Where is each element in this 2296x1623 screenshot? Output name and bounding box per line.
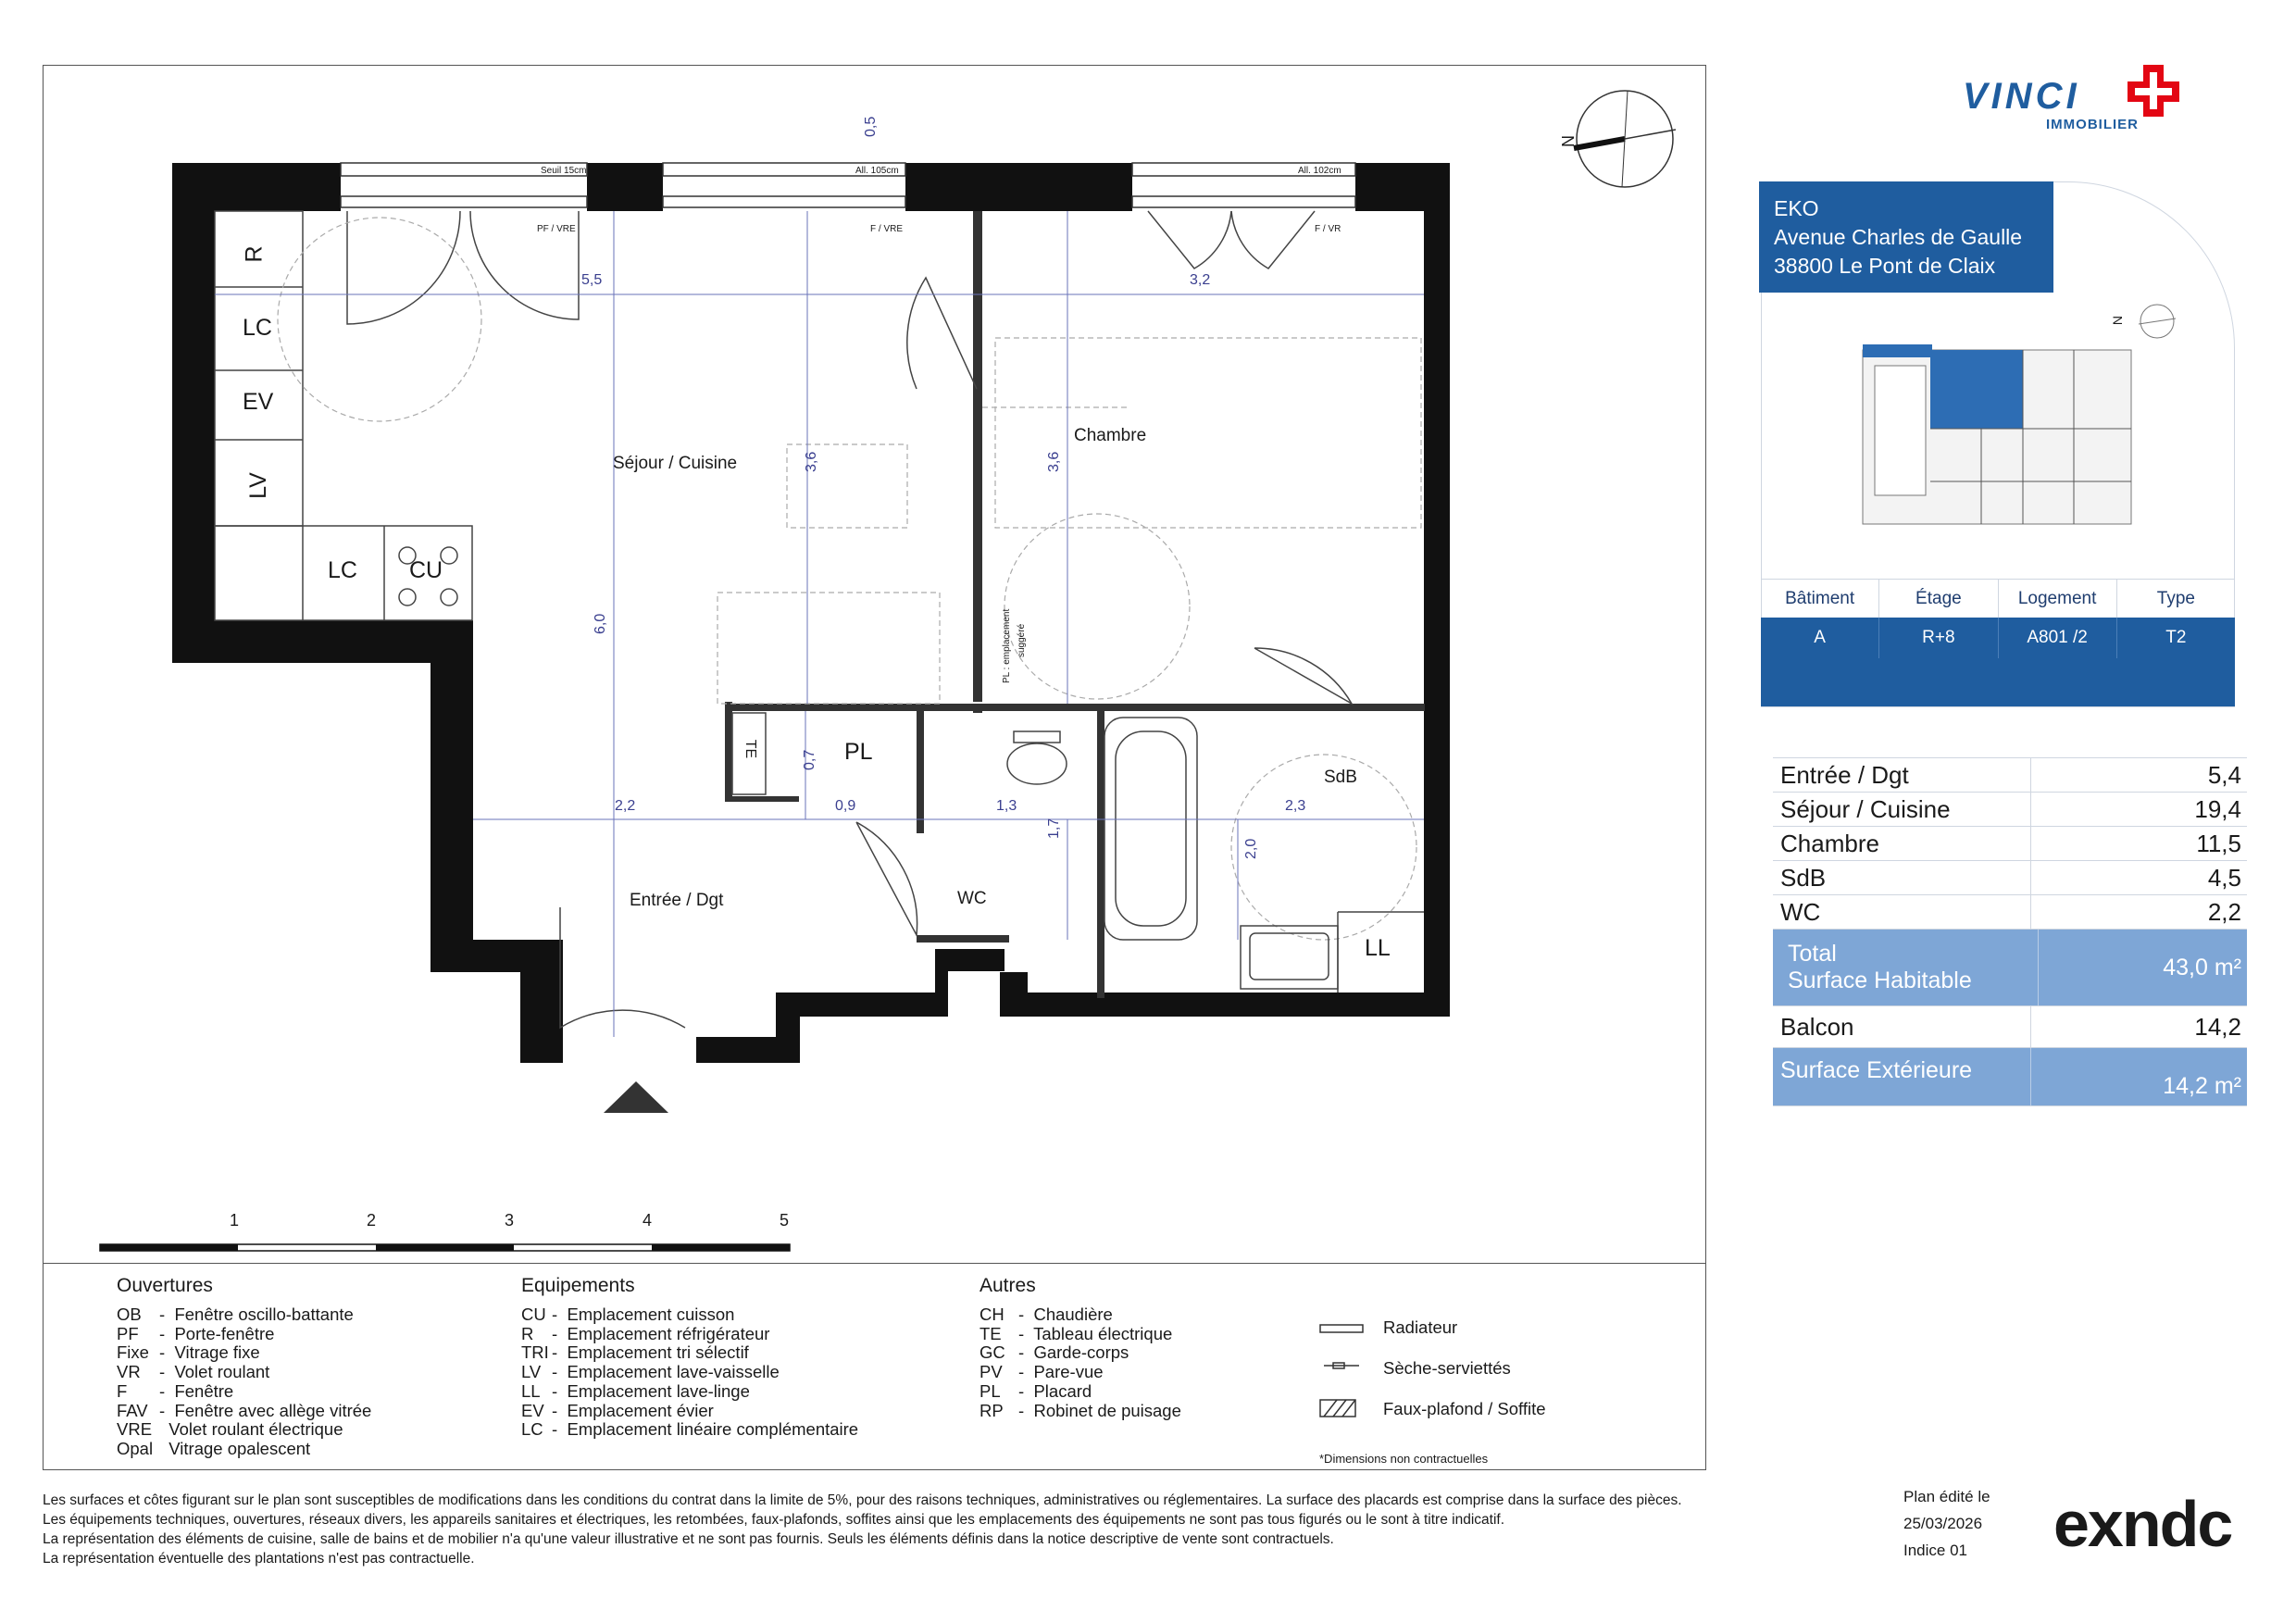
brand-logo: VINCI [1963,76,2080,117]
dim-6-0: 6,0 [593,613,608,634]
scale-4: 4 [643,1211,653,1230]
surface-row [1773,757,2247,793]
surface-name: Séjour / Cuisine [1773,793,2031,826]
north-label: N [1559,135,1578,147]
walls [172,163,1450,1063]
edition-indice: Indice 01 [1903,1542,1967,1559]
edition-label: Plan édité le [1903,1488,1990,1505]
fixture-lc-2: LC [328,557,357,583]
note-all-105: All. 105cm [855,166,899,176]
fixture-r: R [241,245,268,263]
legend-faux-plafond: Faux-plafond / Soffite [1383,1399,1546,1418]
total-label-1: Total [1788,941,1837,967]
dim-5-5: 5,5 [581,272,603,288]
surface-value: 11,5 [2196,829,2241,857]
legend-ouvertures-title: Ouvertures [117,1275,213,1296]
dim-2-0: 2,0 [1243,838,1259,859]
lot-info-values [1761,618,2235,658]
north-label-mini: N [2110,315,2126,326]
header-logement: Logement [1999,580,2117,618]
header-type: Type [2156,589,2195,608]
balcon-row [1773,1006,2247,1048]
architect-logo: exndc [2053,1488,2232,1560]
room-chambre: Chambre [1074,426,1147,445]
legend-seche-serviettes: Sèche-serviettés [1383,1358,1511,1378]
note-f-vr: F / VR [1315,224,1341,234]
dim-3-6-a: 3,6 [804,451,819,472]
fixture-pl: PL [844,739,873,765]
dim-3-6-b: 3,6 [1046,451,1062,472]
lot-info-blank [1761,658,2235,706]
brand-sub: IMMOBILIER [2046,117,2139,132]
value-type: T2 [2165,628,2187,647]
ext-value: 14,2 m² [2163,1073,2241,1099]
edition-block [1903,1483,1990,1564]
note-all-102: All. 102cm [1298,166,1341,176]
surface-name: SdB [1773,861,2031,894]
dim-1-7: 1,7 [1046,818,1062,839]
dim-2-3: 2,3 [1285,798,1306,814]
room-wc: WC [957,889,987,908]
room-sejour: Séjour / Cuisine [613,454,738,473]
address-line-2: Avenue Charles de Gaulle [1774,225,2023,249]
note-pl-2: suggéré [1017,623,1027,657]
dim-2-2: 2,2 [615,798,636,814]
scale-1: 1 [230,1211,240,1230]
surface-value: 4,5 [2207,863,2241,892]
scale-5: 5 [780,1211,790,1230]
surface-row [1773,895,2247,930]
surface-name: Entrée / Dgt [1773,758,2031,792]
surfaces-table [1773,757,2247,1106]
ext-row [1773,1048,2247,1106]
surface-row [1773,827,2247,861]
room-entree: Entrée / Dgt [630,891,724,910]
room-sdb: SdB [1324,768,1357,787]
dim-0-7: 0,7 [802,749,817,770]
header-batiment: Bâtiment [1761,580,1879,618]
address-line-3: 38800 Le Pont de Claix [1774,254,1996,278]
legend-autres-codes: CH TE GC PV PL RP [980,1305,1005,1420]
address-line-1: EKO [1774,196,1819,220]
note-f-vre: F / VRE [870,224,904,234]
header-etage: Étage [1879,580,1998,618]
legend-autres-title: Autres [980,1275,1036,1296]
fixture-te: TE [742,739,759,759]
note-seuil: Seuil 15cm [541,166,587,176]
note-pl-1: PL : emplacement [1002,608,1012,683]
dim-0-9: 0,9 [835,798,856,814]
dim-3-2: 3,2 [1190,272,1211,288]
legend-equipements-labels: - Emplacement cuisson - Emplacement réfrigérateur - Emplacement tri sélectif - Emplacement lave-vaisselle - Emplacement lave-linge - Emplacement évier - Emplacement linéaire complémentaire [552,1305,859,1440]
address-box [1759,181,2053,293]
surface-value: 5,4 [2207,760,2241,789]
scale-2: 2 [367,1211,377,1230]
ext-label: Surface Extérieure [1773,1048,2031,1105]
fixture-cu: CU [409,557,443,583]
dimension-note: *Dimensions non contractuelles [1319,1452,1489,1466]
surface-total-row [1773,930,2247,1006]
surface-name: WC [1773,895,2031,929]
disclaimer: Les surfaces et côtes figurant sur le plan sont susceptibles de modifications dans les conditions du contrat dans la limite de 5%, pour des raisons techniques, administratives ou réglementaires. La surface des placards est comprise dans la surface des pièces. Les équipements techniques, ouvertures, réseaux divers, les appareils sanitaires et électriques, les retombées, faux-plafonds, soffites ainsi que les emplacements des équipements ne sont pas tous figurés ou le sont à titre indicatif. La représentation des éléments de cuisine, salle de bains et de mobilier n'a qu'une valeur illustrative et ne sont pas fournis. Seuls les éléments définis dans la notice descriptive de vente sont contractuels. La représentation éventuelle des plantations n'est pas contractuelle. [43,1492,1682,1567]
fixture-ll: LL [1365,935,1391,961]
surface-row [1773,793,2247,827]
legend-autres-labels: - Chaudière - Tableau électrique - Garde-corps - Pare-vue - Placard - Robinet de puisage [1018,1305,1181,1420]
legend-ouvertures-labels: - Fenêtre oscillo-battante - Porte-fenêtre - Vitrage fixe - Volet roulant - Fenêtre - Fenêtre avec allège vitrée Volet roulant électrique Vitrage opalescent [159,1305,372,1458]
dim-0-5: 0,5 [863,116,879,137]
lot-info-headers [1761,579,2235,618]
surface-value: 19,4 [2194,794,2241,823]
note-pf-vre: PF / VRE [537,224,576,234]
legend-ouvertures-codes: OB PF Fixe VR F FAV VRE Opal [117,1305,154,1458]
legend-equipements-codes: CU R TRI LV LL EV LC [521,1305,549,1440]
fixture-lv: LV [244,472,271,499]
balcon-label: Balcon [1773,1006,2031,1047]
fixture-lc: LC [243,315,272,341]
value-etage: R+8 [1879,618,1998,658]
legend-radiateur: Radiateur [1383,1317,1458,1337]
dim-1-3: 1,3 [996,798,1017,814]
scale-3: 3 [505,1211,515,1230]
edition-date: 25/03/2026 [1903,1515,1983,1532]
value-logement: A801 /2 [1999,618,2117,658]
balcon-value: 14,2 [2194,1012,2241,1041]
total-label-2: Surface Habitable [1788,968,1972,993]
surface-name: Chambre [1773,827,2031,860]
legend-equipements-title: Equipements [521,1275,635,1296]
surface-row [1773,861,2247,895]
total-value: 43,0 m² [2163,954,2241,980]
surface-value: 2,2 [2207,897,2241,926]
fixture-ev: EV [243,389,274,415]
value-batiment: A [1761,618,1879,658]
